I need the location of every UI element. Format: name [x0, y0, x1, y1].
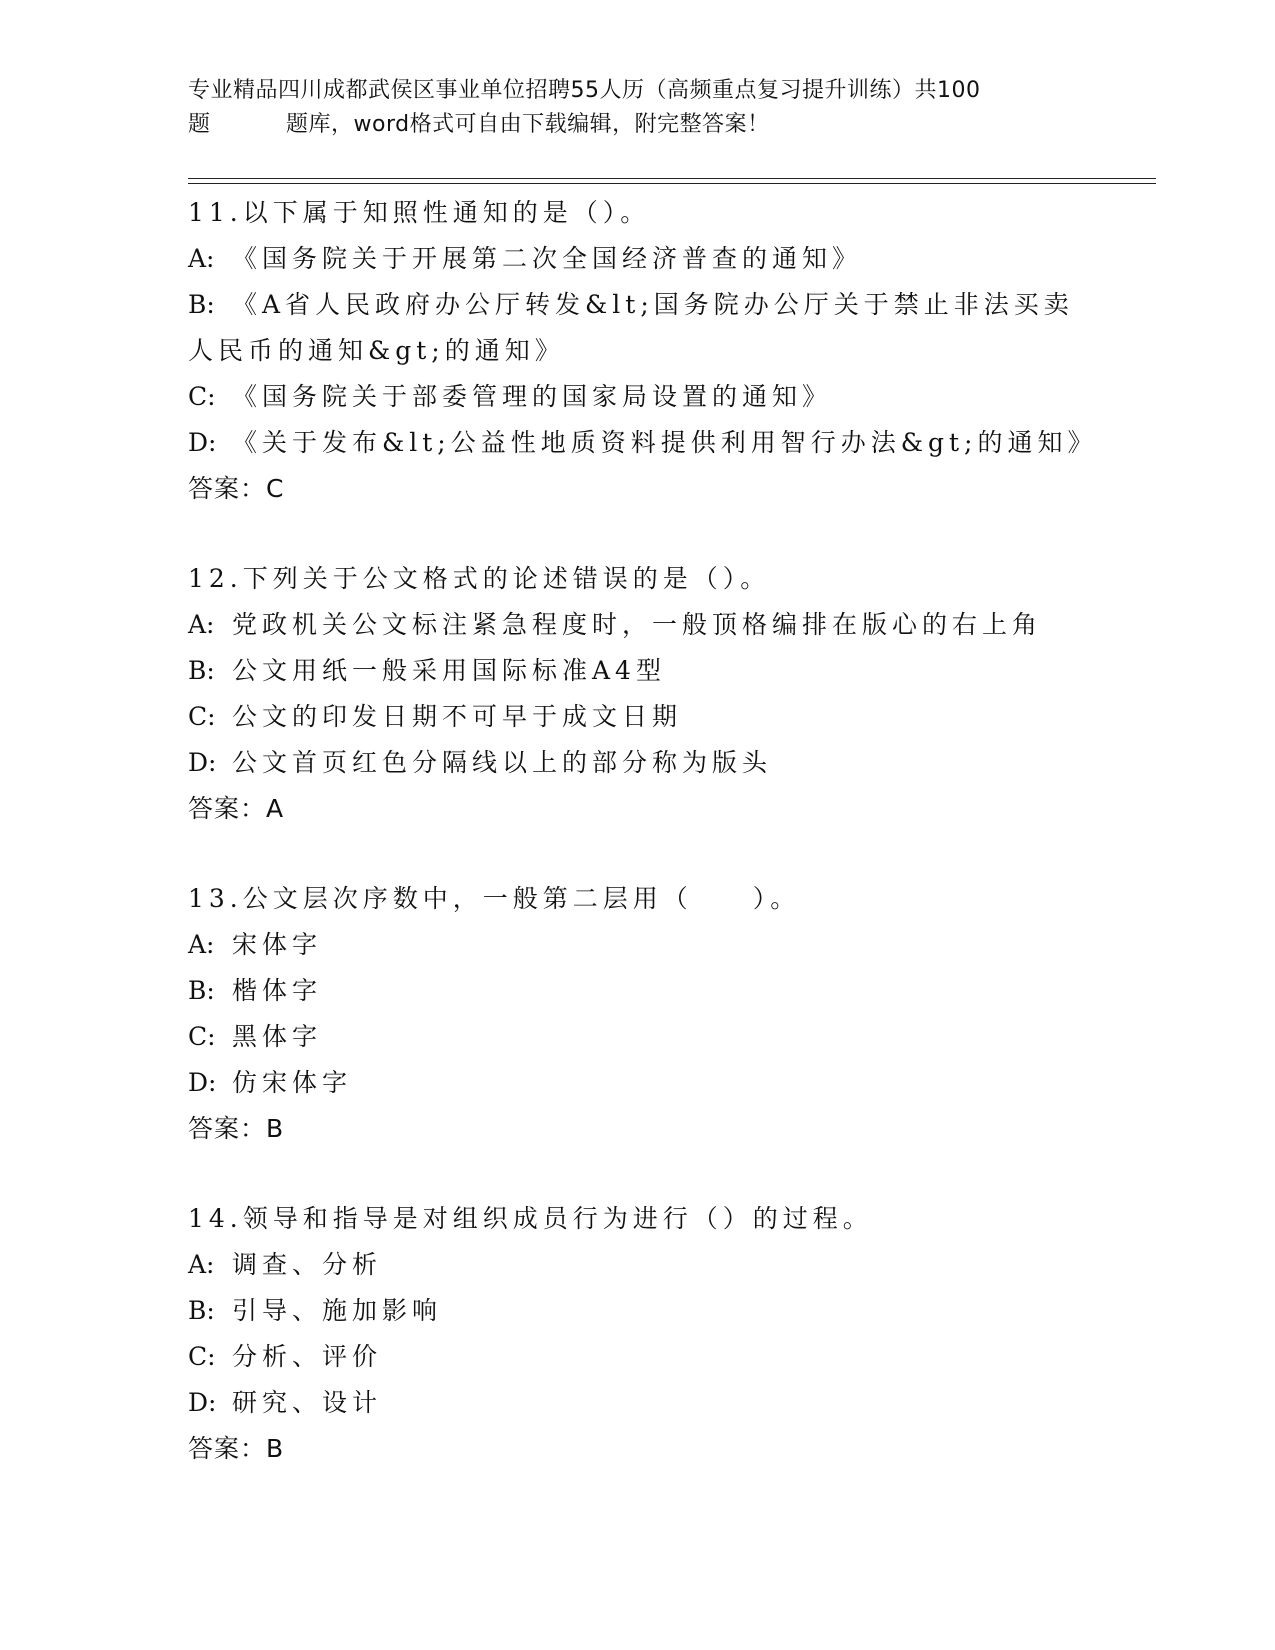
option-d: [188, 740, 1088, 786]
option-key: D:: [188, 1388, 217, 1417]
option-text: 调查、分析: [232, 1250, 383, 1279]
option-text: 分析、评价: [232, 1342, 383, 1371]
option-d: [188, 1060, 1088, 1106]
option-a: [188, 602, 1088, 648]
option-text: 《关于发布&lt;公益性地质资料提供利用智行办法&gt;的通知》: [232, 428, 1098, 457]
option-text: 研究、设计: [232, 1388, 383, 1417]
header-title-label: 题: [188, 112, 211, 137]
option-b: [188, 1288, 1088, 1334]
header-divider-bottom: [188, 183, 1156, 184]
option-c: [188, 374, 1088, 420]
option-a: [188, 236, 1088, 282]
option-c: [188, 1014, 1088, 1060]
option-c: [188, 1334, 1088, 1380]
option-text: 引导、施加影响: [232, 1296, 443, 1325]
question-item: [188, 1196, 1088, 1472]
option-key: B:: [188, 290, 215, 319]
option-text: 公文用纸一般采用国际标准A4型: [232, 656, 666, 685]
option-b: [188, 282, 1088, 374]
option-key: B:: [188, 1296, 215, 1325]
option-text: 公文首页红色分隔线以上的部分称为版头: [232, 748, 773, 777]
option-text: 公文的印发日期不可早于成文日期: [232, 702, 683, 731]
answer-line: 答案：A: [188, 794, 285, 823]
option-key: A:: [188, 930, 215, 959]
header-divider-top: [188, 178, 1156, 179]
option-key: C:: [188, 702, 216, 731]
option-b: [188, 968, 1088, 1014]
option-key: C:: [188, 382, 216, 411]
option-a: [188, 922, 1088, 968]
option-text: 楷体字: [232, 976, 323, 1005]
option-key: A:: [188, 610, 215, 639]
question-stem: 14.领导和指导是对组织成员行为进行（）的过程。: [188, 1204, 873, 1233]
option-a: [188, 1242, 1088, 1288]
option-key: C:: [188, 1342, 216, 1371]
option-text: 党政机关公文标注紧急程度时，一般顶格编排在版心的右上角: [232, 610, 1043, 639]
option-text: 《国务院关于开展第二次全国经济普查的通知》: [232, 244, 863, 273]
question-item: [188, 876, 1088, 1152]
option-key: D:: [188, 428, 217, 457]
option-key: A:: [188, 244, 215, 273]
option-text: 仿宋体字: [232, 1068, 353, 1097]
question-list: [188, 190, 1098, 1516]
option-text: 黑体字: [232, 1022, 323, 1051]
option-text: 《国务院关于部委管理的国家局设置的通知》: [232, 382, 833, 411]
question-stem: 12.下列关于公文格式的论述错误的是（）。: [188, 564, 771, 593]
header-title-line1: 专业精品四川成都武侯区事业单位招聘55人历（高频重点复习提升训练）共100: [188, 78, 981, 103]
option-c: [188, 694, 1088, 740]
option-b: [188, 648, 1088, 694]
option-key: B:: [188, 976, 215, 1005]
option-key: D:: [188, 748, 217, 777]
option-key: D:: [188, 1068, 217, 1097]
question-item: [188, 556, 1088, 832]
answer-line: 答案：C: [188, 474, 285, 503]
header-title-line2: [188, 108, 1068, 142]
answer-line: 答案：B: [188, 1114, 285, 1143]
document-header: [188, 74, 1068, 142]
option-key: C:: [188, 1022, 216, 1051]
question-item: [188, 190, 1098, 512]
option-d: [188, 1380, 1088, 1426]
option-key: B:: [188, 656, 215, 685]
option-d: [188, 420, 1098, 466]
option-text: 宋体字: [232, 930, 323, 959]
option-text: 《A省人民政府办公厅转发&lt;国务院办公厅关于禁止非法买卖人民币的通知&gt;的通知》: [188, 290, 1074, 365]
header-title-text: 题库，word格式可自由下载编辑，附完整答案！: [286, 112, 770, 137]
answer-line: 答案：B: [188, 1434, 285, 1463]
option-key: A:: [188, 1250, 215, 1279]
question-stem: 11.以下属于知照性通知的是（）。: [188, 198, 651, 227]
question-stem: 13.公文层次序数中，一般第二层用（ ）。: [188, 884, 801, 913]
